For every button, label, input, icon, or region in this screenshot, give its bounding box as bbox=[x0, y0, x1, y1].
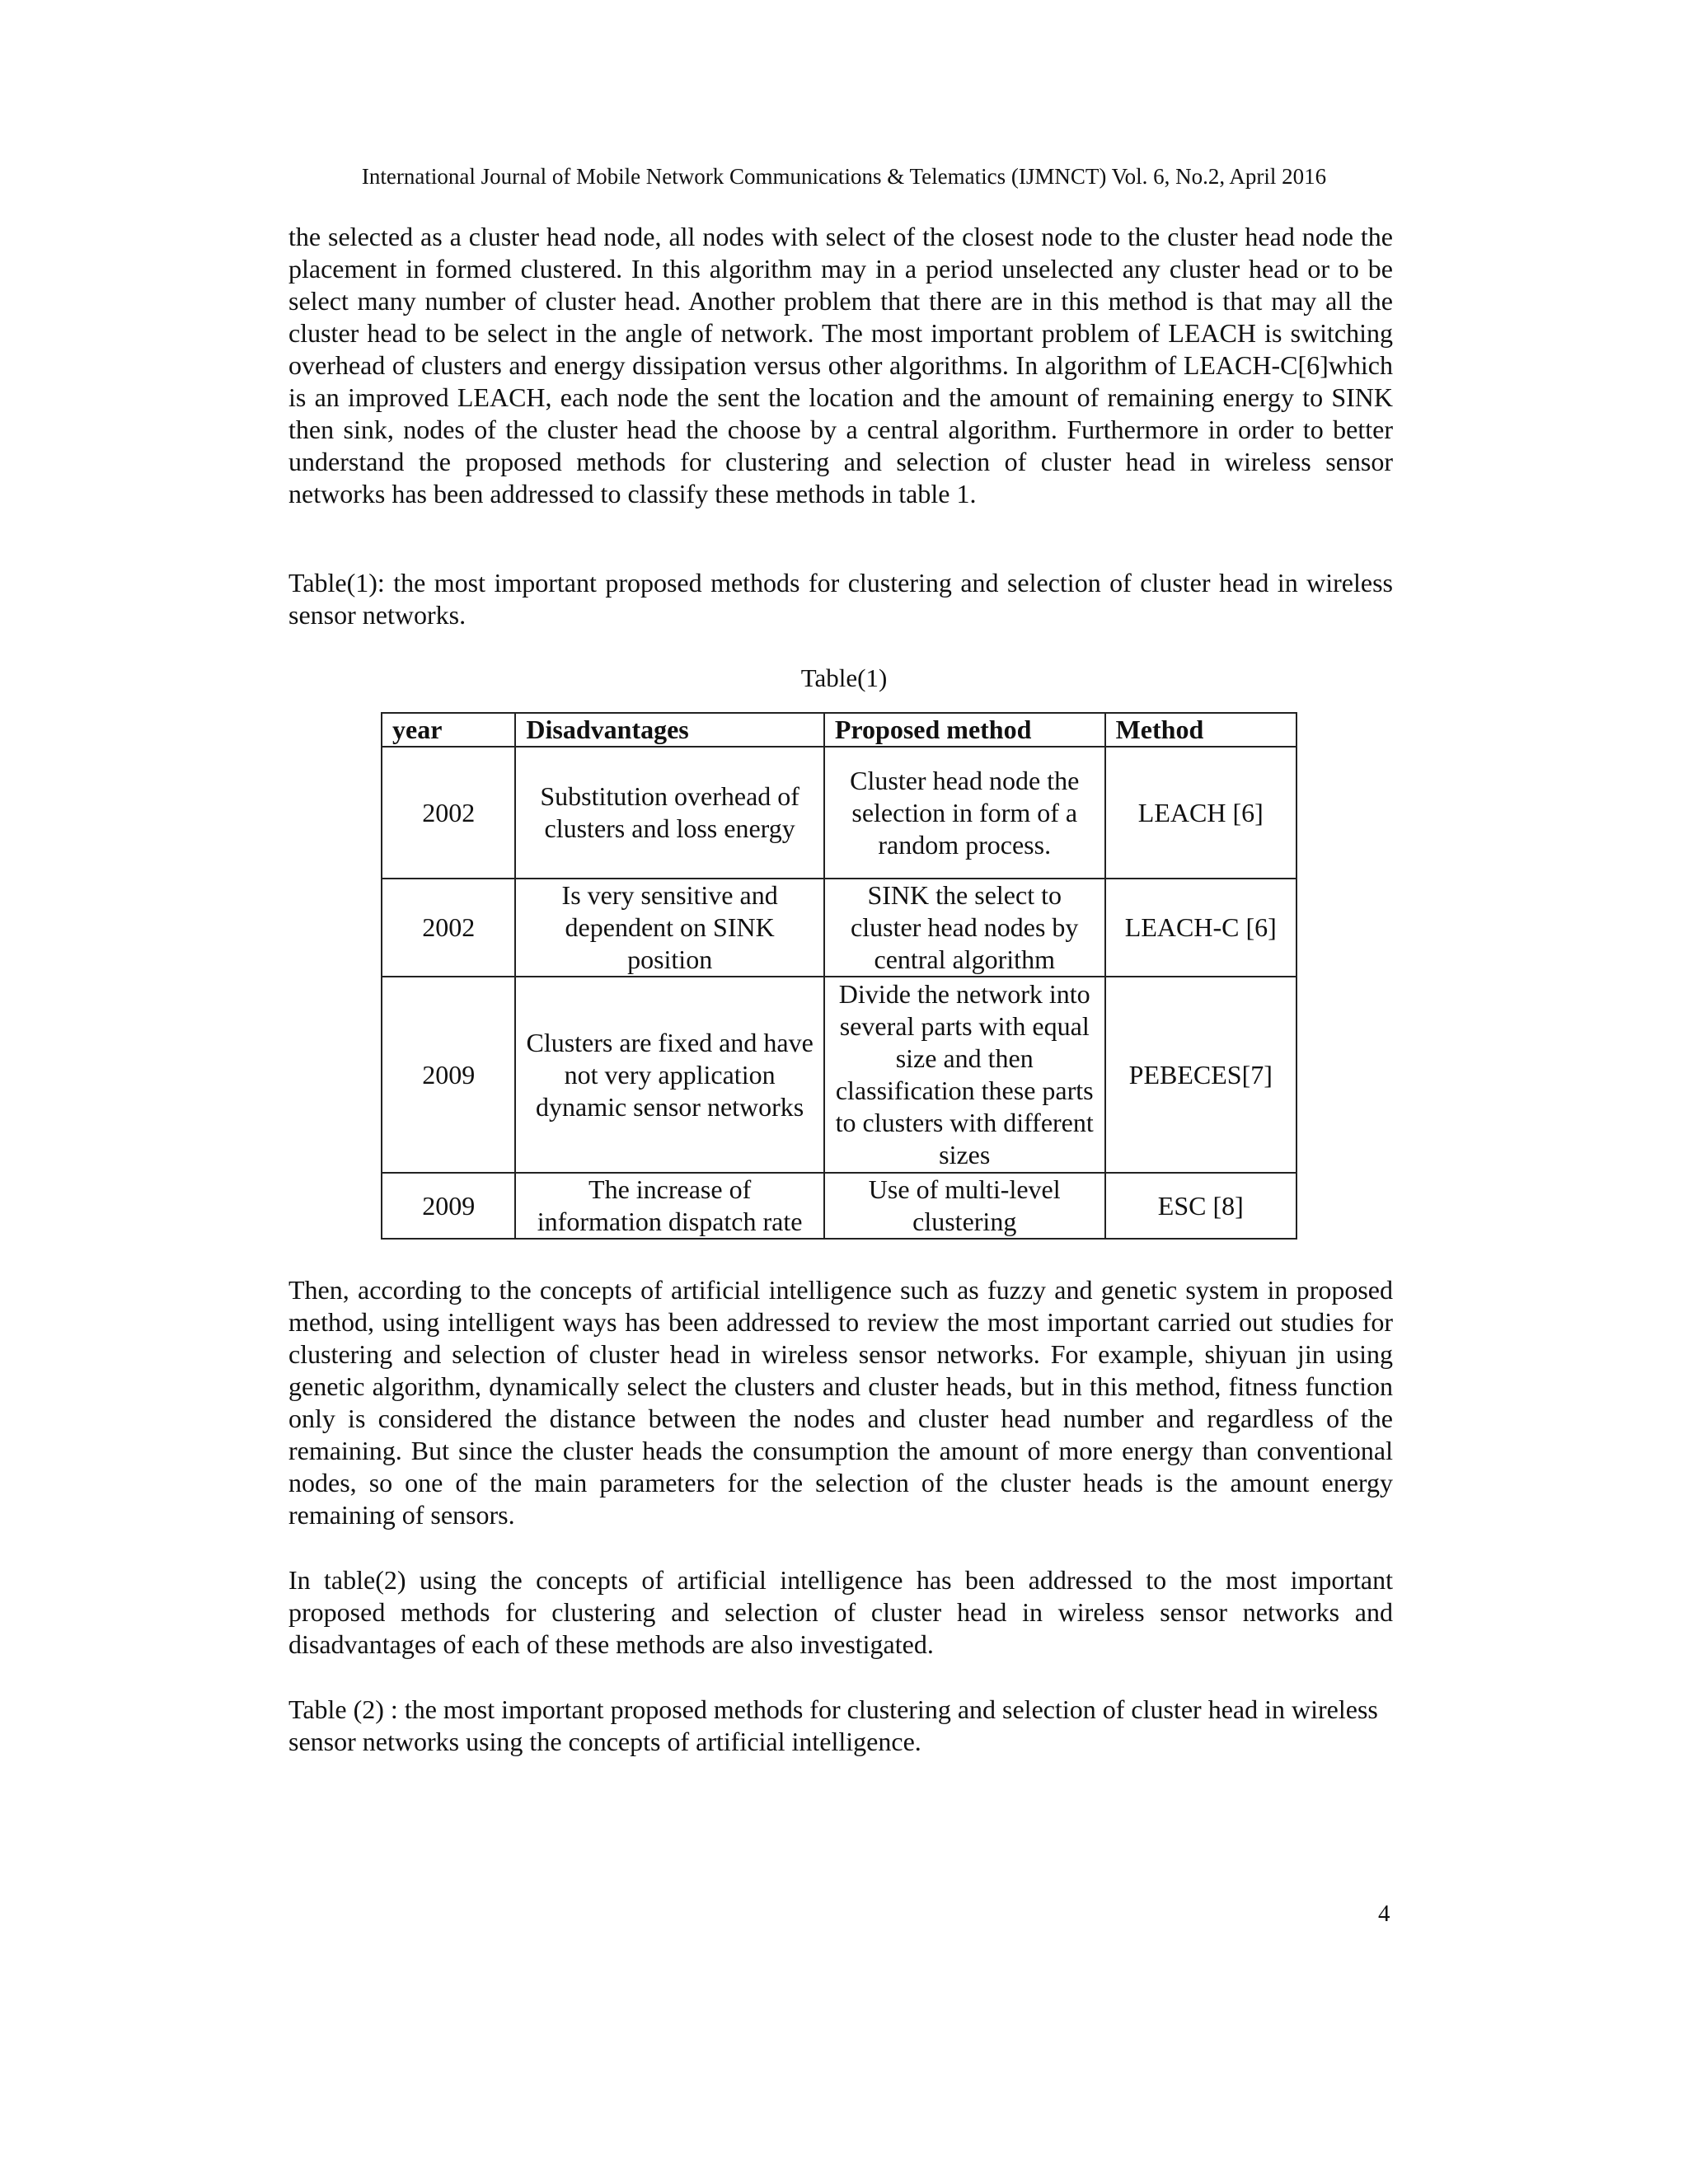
cell-year: 2002 bbox=[382, 747, 515, 879]
cell-method: PEBECES[7] bbox=[1105, 977, 1296, 1173]
cell-method: ESC [8] bbox=[1105, 1173, 1296, 1239]
header-disadvantages: Disadvantages bbox=[515, 713, 823, 747]
header-proposed-method: Proposed method bbox=[824, 713, 1105, 747]
cell-disadvantages: Is very sensitive and dependent on SINK position bbox=[515, 879, 823, 977]
cell-proposed-method: Cluster head node the selection in form of a random process. bbox=[824, 747, 1105, 879]
header-method: Method bbox=[1105, 713, 1296, 747]
cell-year: 2009 bbox=[382, 977, 515, 1173]
table1-header-row bbox=[382, 713, 1296, 747]
table-row bbox=[382, 977, 1296, 1173]
cell-proposed-method: SINK the select to cluster head nodes by central algorithm bbox=[824, 879, 1105, 977]
journal-header: International Journal of Mobile Network Communications & Telematics (IJMNCT) Vol. 6, No.2, April 2016 bbox=[361, 164, 1327, 189]
table-row bbox=[382, 747, 1296, 879]
cell-method: LEACH [6] bbox=[1105, 747, 1296, 879]
table-row bbox=[382, 879, 1296, 977]
table1 bbox=[381, 712, 1297, 1240]
page-number: 4 bbox=[1378, 1900, 1390, 1927]
paragraph-table2-intro: In table(2) using the concepts of artificial intelligence has been addressed to the most important proposed methods for clustering and selection of cluster head in wireless sensor networks and disadvantages of each of these methods are also investigated. bbox=[288, 1565, 1393, 1659]
paragraph-ai-concepts: Then, according to the concepts of artificial intelligence such as fuzzy and genetic system in proposed method, using intelligent ways has been addressed to review the most important carried out studies for clustering and selection of cluster head in wireless sensor networks. For example, shiyuan jin using genetic algorithm, dynamically select the clusters and cluster heads, but in this method, fitness function only is considered the distance between the nodes and cluster head number and regardless of the remaining. But since the cluster heads the consumption the amount of more energy than conventional nodes, so one of the main parameters for the selection of the cluster heads is the amount energy remaining of sensors. bbox=[288, 1275, 1393, 1530]
cell-disadvantages: The increase of information dispatch rate bbox=[515, 1173, 823, 1239]
cell-year: 2009 bbox=[382, 1173, 515, 1239]
cell-disadvantages: Substitution overhead of clusters and loss energy bbox=[515, 747, 823, 879]
cell-disadvantages: Clusters are fixed and have not very application dynamic sensor networks bbox=[515, 977, 823, 1173]
cell-method: LEACH-C [6] bbox=[1105, 879, 1296, 977]
header-year: year bbox=[382, 713, 515, 747]
paragraph-intro: the selected as a cluster head node, all nodes with select of the closest node to the cluster head node the placement in formed clustered. In this algorithm may in a period unselected any cluster head or to be select many number of cluster head. Another problem that there are in this method is that may all the cluster head to be select in the angle of network. The most important problem of LEACH is switching overhead of clusters and energy dissipation versus other algorithms. In algorithm of LEACH-C[6]which is an improved LEACH, each node the sent the location and the amount of remaining energy to SINK then sink, nodes of the cluster head the choose by a central algorithm. Furthermore in order to better understand the proposed methods for clustering and selection of cluster head in wireless sensor networks has been addressed to classify these methods in table 1. bbox=[288, 222, 1393, 509]
table2-caption: Table (2) : the most important proposed methods for clustering and selection of cluster head in wireless sensor networks using the concepts of artificial intelligence. bbox=[288, 1694, 1378, 1756]
table1-caption: Table(1): the most important proposed methods for clustering and selection of cluster head in wireless sensor networks. bbox=[288, 568, 1393, 630]
table1-label: Table(1) bbox=[800, 663, 888, 692]
cell-proposed-method: Divide the network into several parts with equal size and then classification these parts to clusters with different sizes bbox=[824, 977, 1105, 1173]
table-row bbox=[382, 1173, 1296, 1239]
cell-year: 2002 bbox=[382, 879, 515, 977]
cell-proposed-method: Use of multi-level clustering bbox=[824, 1173, 1105, 1239]
